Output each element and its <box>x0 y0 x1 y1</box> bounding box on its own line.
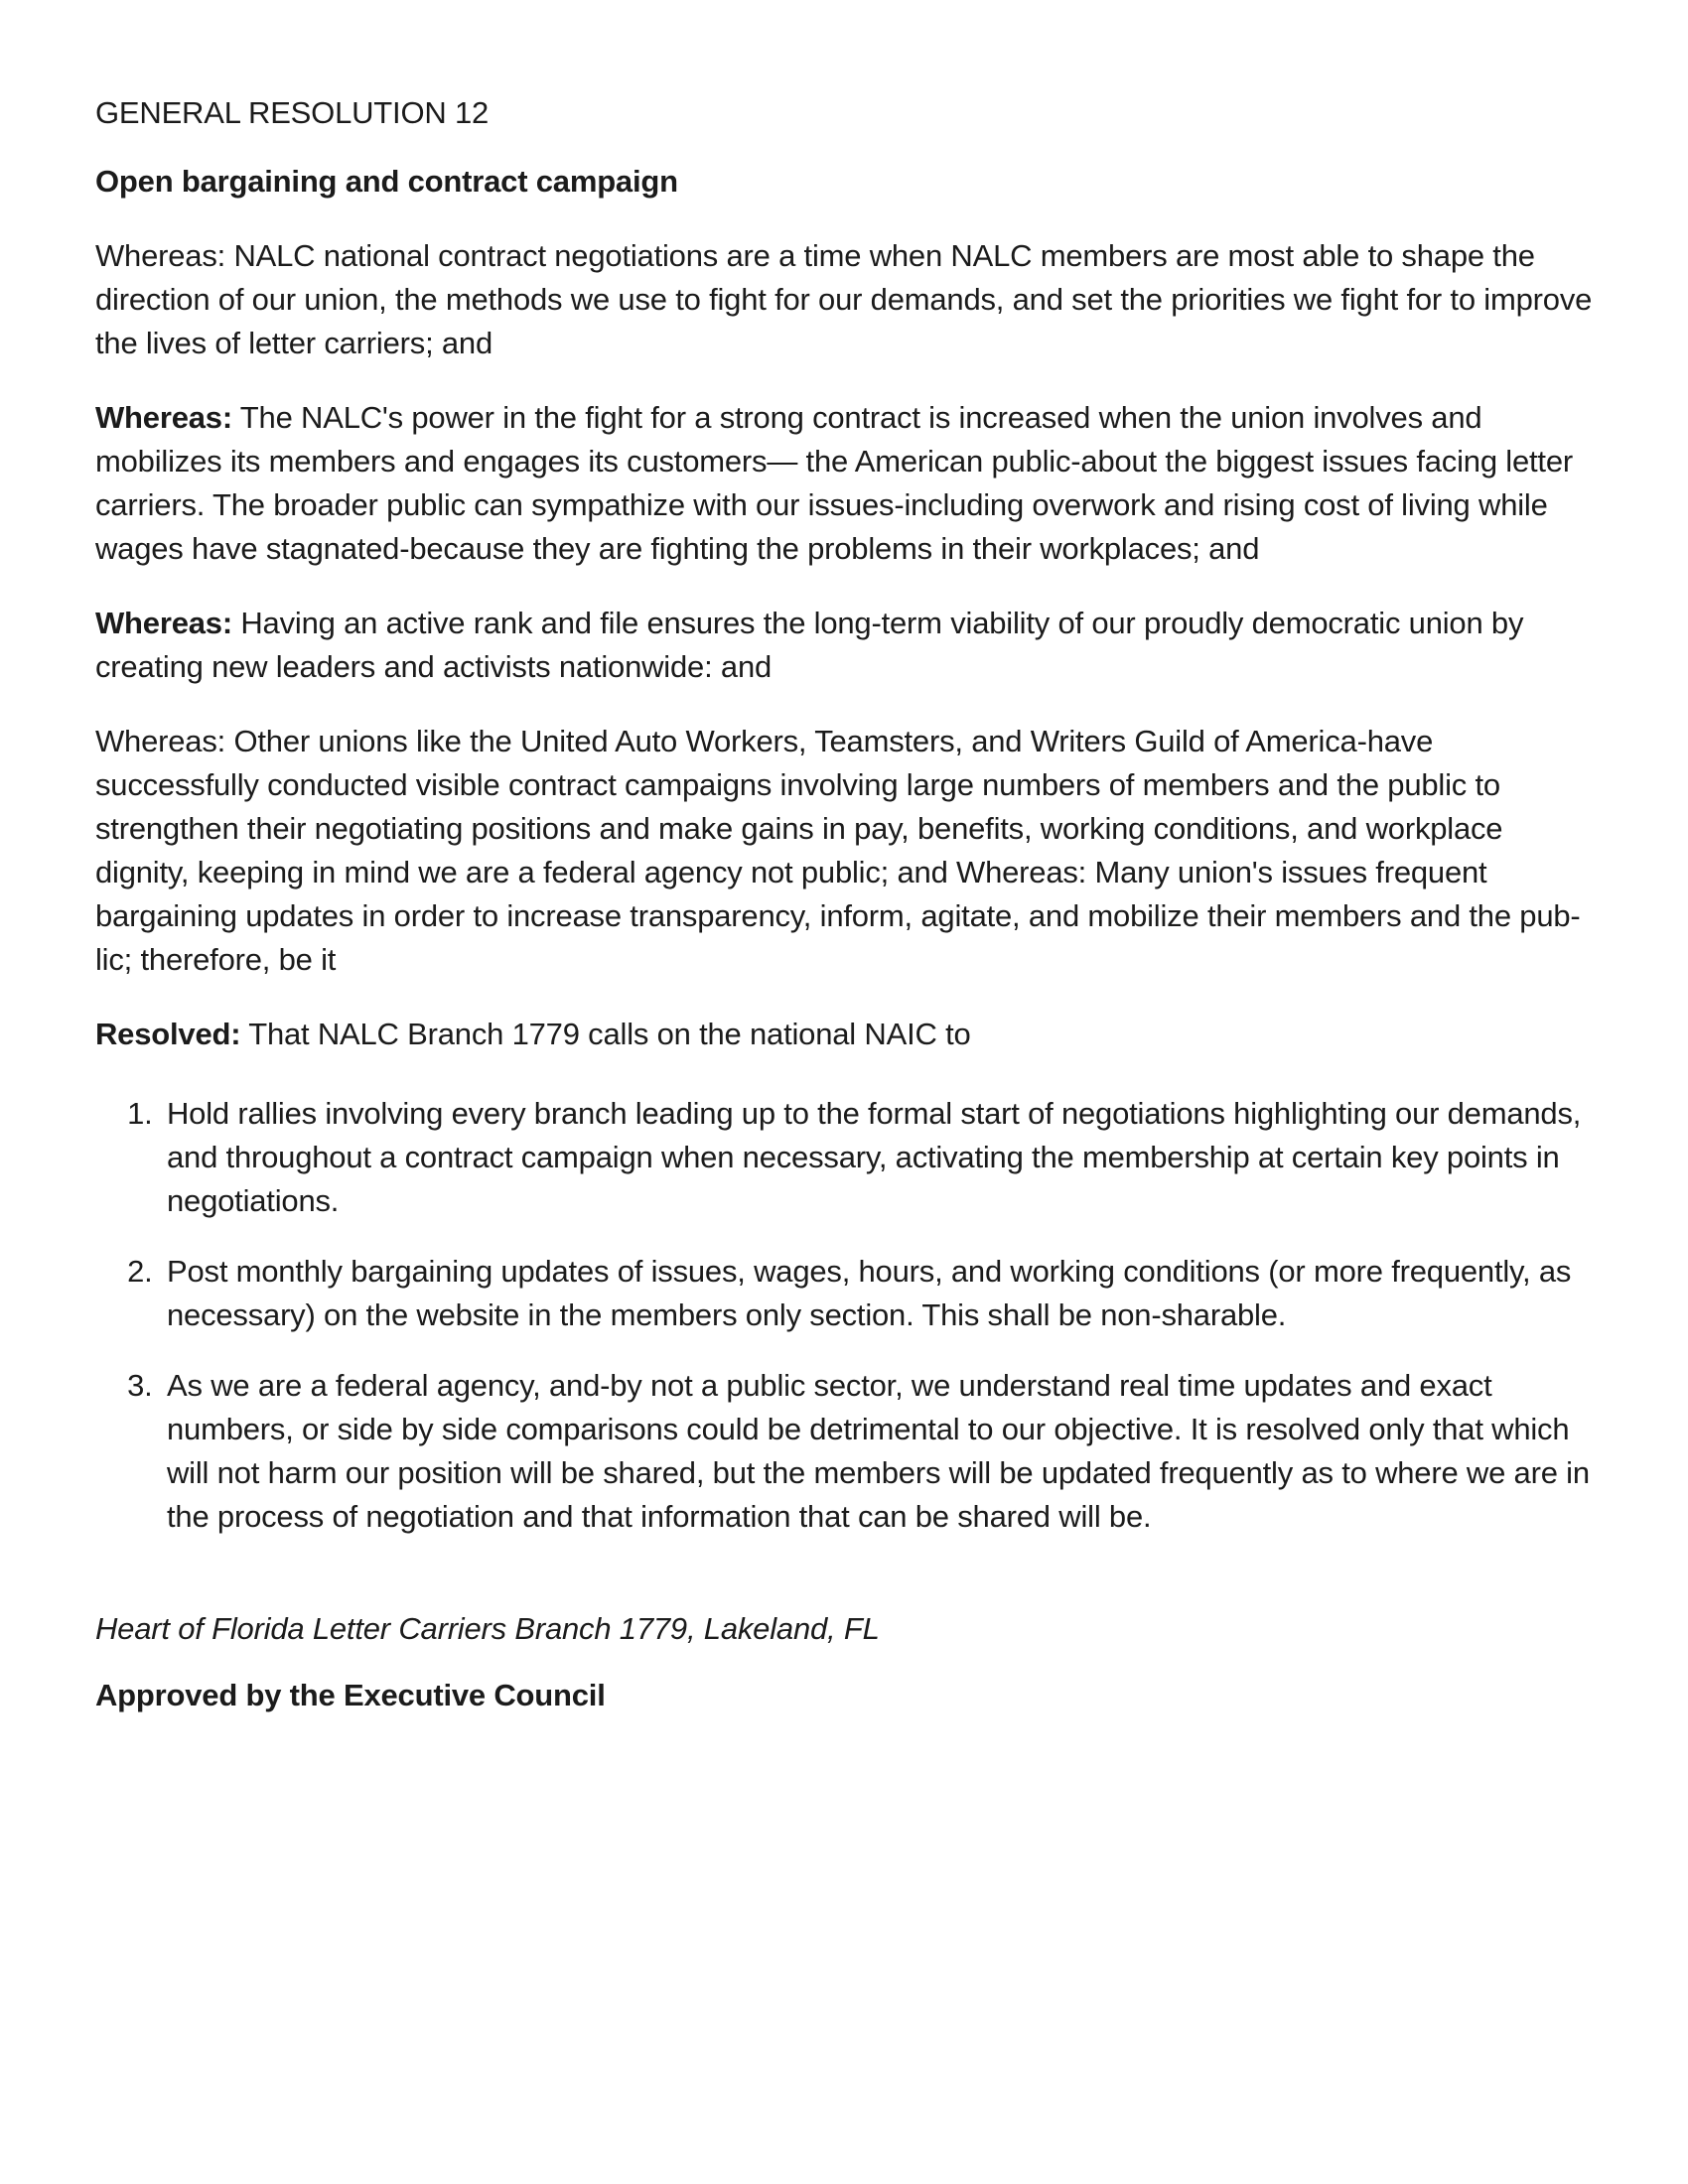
resolved-paragraph <box>95 1013 1595 1056</box>
list-item-1: 1. Hold rallies involving every branch leading up to the formal start of negotiations highlighting our demands, and throughout a contract campaign when necessary, activating the membership at certain key points in negotiations. <box>161 1092 1595 1223</box>
list-item-2: 2. Post monthly bargaining updates of issues, wages, hours, and working conditions (or more frequently, as necessary) on the website in the members only section. This shall be non-sharable. <box>161 1250 1595 1337</box>
whereas-paragraph-2 <box>95 396 1595 571</box>
resolution-title: GENERAL RESOLUTION 12 <box>95 95 490 130</box>
whereas-2-lead: Whereas: <box>95 400 232 435</box>
approval-statement: Approved by the Executive Council <box>95 1678 606 1712</box>
whereas-paragraph-3 <box>95 602 1595 689</box>
resolved-text: That NALC Branch 1779 calls on the national NAIC to <box>240 1017 971 1051</box>
resolved-lead: Resolved: <box>95 1017 241 1051</box>
resolution-heading: Open bargaining and contract campaign <box>95 164 678 199</box>
resolution-list <box>95 1092 1595 1539</box>
whereas-paragraph-1: Whereas: NALC national contract negotiations are a time when NALC members are most able to shape the direction of our union, the methods we use to fight for our demands, and set the priorities we fight for to improve the lives of letter carriers; and <box>95 238 1593 360</box>
branch-attribution: Heart of Florida Letter Carriers Branch 1779, Lakeland, FL <box>95 1611 880 1646</box>
whereas-paragraph-4: Whereas: Other unions like the United Auto Workers, Teamsters, and Writers Guild of America-have successfully conducted visible contract campaigns involving large numbers of members and the public to strengthen their negotiating positions and make gains in pay, benefits, working conditions, and workplace dignity, keeping in mind we are a federal agency not public; and Whereas: Many union's issues frequent bargaining updates in order to increase transparency, inform, agitate, and mobilize their members and the pub-lic; therefore, be it <box>95 724 1581 977</box>
list-item-3: 3. As we are a federal agency, and-by not a public sector, we understand real time updates and exact numbers, or side by side comparisons could be detrimental to our objective. It is resolved only that which will not harm our position will be shared, but the members will be updated frequently as to where we are in the process of negotiation and that information that can be shared will be. <box>161 1364 1595 1539</box>
whereas-3-text: Having an active rank and file ensures the long-term viability of our proudly democratic union by creating new leaders and activists nationwide: and <box>95 606 1524 684</box>
whereas-3-lead: Whereas: <box>95 606 232 640</box>
whereas-2-text: The NALC's power in the fight for a strong contract is increased when the union involves and mobilizes its members and engages its customers— the American public-about the biggest issues facing letter carriers. The broader public can sympathize with our issues-including overwork and rising cost of living while wages have stagnated-because they are fighting the problems in their workplaces; and <box>95 400 1574 566</box>
